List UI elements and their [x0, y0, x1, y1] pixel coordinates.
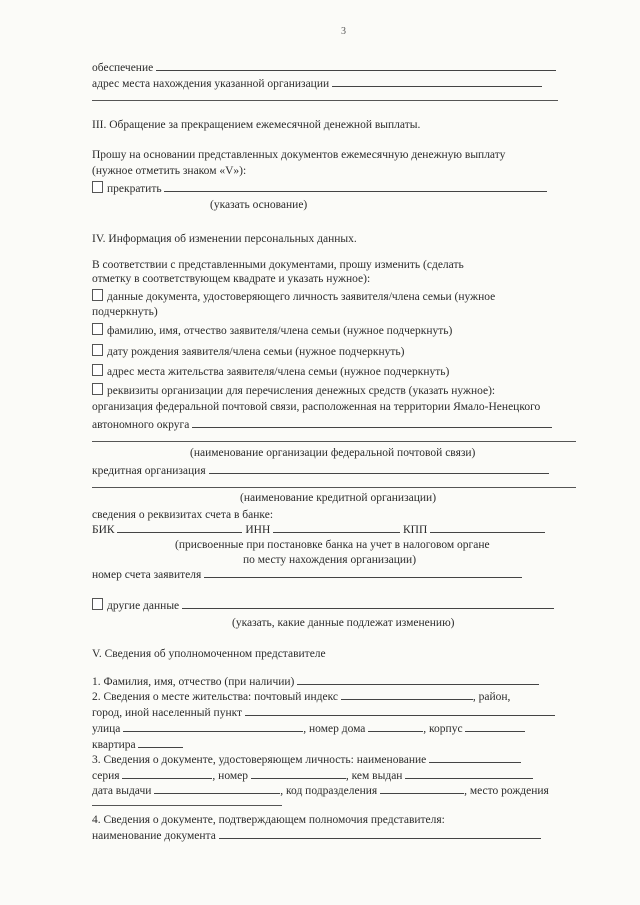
label-residence: адрес места жительства заявителя/члена семьи (нужное подчеркнуть) — [107, 366, 450, 378]
credit-org-fill[interactable] — [209, 463, 549, 474]
text-account-details: сведения о реквизитах счета в банке: — [92, 509, 274, 521]
text-authority-doc: 4. Сведения о документе, подтверждающем полномочия представителя: — [92, 814, 445, 826]
rep-name-fill[interactable] — [297, 674, 539, 685]
label-terminate: прекратить — [107, 183, 162, 195]
label-other-data: другие данные — [107, 600, 180, 612]
field-credit-org — [92, 463, 549, 478]
field-rep-name — [92, 674, 539, 689]
text-request-basis: Прошу на основании представленных документов ежемесячную денежную выплату — [92, 149, 506, 161]
option-residence — [92, 364, 449, 379]
label-credit-org: кредитная организация — [92, 465, 206, 477]
label-name: фамилию, имя, отчество заявителя/члена семьи (нужное подчеркнуть) — [107, 325, 453, 337]
hint-credit-org: (наименование кредитной организации) — [240, 492, 437, 504]
birthdate-checkbox[interactable] — [92, 344, 103, 356]
label-house: , номер дома — [303, 723, 366, 735]
hint-location: по месту нахождения организации) — [243, 554, 417, 566]
option-id-doc — [92, 289, 495, 304]
field-authority-doc-name — [92, 828, 541, 843]
row-series — [92, 768, 533, 783]
row-issue-date — [92, 783, 549, 798]
hint-postal-org: (наименование организации федеральной почтовой связи) — [190, 447, 476, 459]
label-account-number: номер счета заявителя — [92, 569, 202, 581]
street-fill[interactable] — [123, 721, 303, 732]
field-city — [92, 705, 555, 720]
field-postal-index — [92, 689, 510, 704]
account-number-fill[interactable] — [204, 567, 522, 578]
series-fill[interactable] — [122, 768, 212, 779]
section-3-title: III. Обращение за прекращением ежемесячной денежной выплаты. — [92, 119, 421, 131]
city-fill[interactable] — [245, 705, 555, 716]
inn-fill[interactable] — [273, 522, 400, 533]
authority-doc-fill[interactable] — [219, 828, 541, 839]
label-series: серия — [92, 770, 120, 782]
label-dept-code: , код подразделения — [280, 785, 378, 797]
option-birthdate — [92, 344, 404, 359]
residence-checkbox[interactable] — [92, 364, 103, 376]
label-postal-index: 2. Сведения о месте жительства: почтовый индекс — [92, 691, 338, 703]
row-street — [92, 721, 525, 736]
field-autonomous-okrug — [92, 417, 552, 432]
field-support — [92, 60, 556, 75]
text-change-intro: В соответствии с представленными документами, прошу изменить (сделать — [92, 259, 464, 271]
label-birth-place: , место рождения — [464, 785, 549, 797]
text-mark-note: (нужное отметить знаком «V»): — [92, 165, 247, 177]
hint-other-data: (указать, какие данные подлежат изменению) — [232, 617, 455, 629]
label-okrug: автономного округа — [92, 419, 190, 431]
bik-fill[interactable] — [117, 522, 242, 533]
label-city: город, иной населенный пункт — [92, 707, 243, 719]
field-id-doc-name — [92, 752, 521, 767]
option-terminate — [92, 181, 547, 196]
terminate-fill[interactable] — [164, 181, 547, 192]
dept-code-fill[interactable] — [380, 783, 464, 794]
field-apartment — [92, 737, 183, 752]
label-inn: ИНН — [245, 524, 271, 536]
building-fill[interactable] — [465, 721, 525, 732]
apartment-fill[interactable] — [138, 737, 183, 748]
requisites-checkbox[interactable] — [92, 383, 103, 395]
birth-place-fill[interactable] — [92, 805, 282, 806]
label-authority-doc-name: наименование документа — [92, 830, 216, 842]
credit-org-fill-2[interactable] — [92, 487, 576, 488]
label-rep-name: 1. Фамилия, имя, отчество (при наличии) — [92, 676, 295, 688]
support-fill[interactable] — [156, 60, 556, 71]
label-requisites: реквизиты организации для перечисления денежных средств (указать нужное): — [107, 385, 496, 397]
label-street: улица — [92, 723, 121, 735]
issue-date-fill[interactable] — [154, 783, 280, 794]
label-bik: БИК — [92, 524, 115, 536]
other-data-checkbox[interactable] — [92, 598, 103, 610]
house-fill[interactable] — [368, 721, 423, 732]
label-number: , номер — [212, 770, 248, 782]
label-support: обеспечение — [92, 62, 154, 74]
option-name — [92, 323, 452, 338]
terminate-checkbox[interactable] — [92, 181, 103, 193]
text-change-intro-2: отметку в соответствующем квадрате и указать нужное): — [92, 273, 371, 285]
label-kpp: КПП — [403, 524, 428, 536]
number-fill[interactable] — [251, 768, 346, 779]
issued-by-fill[interactable] — [405, 768, 533, 779]
section-5-title: V. Сведения об уполномоченном представителе — [92, 648, 326, 660]
option-requisites — [92, 383, 495, 398]
row-bank-codes — [92, 522, 545, 537]
org-address-fill[interactable] — [332, 76, 542, 87]
text-underline-note: подчеркнуть) — [92, 306, 158, 318]
hint-basis: (указать основание) — [210, 199, 308, 211]
label-district: , район, — [472, 691, 511, 703]
label-org-address: адрес места нахождения указанной организации — [92, 78, 330, 90]
label-building: , корпус — [423, 723, 463, 735]
label-issue-date: дата выдачи — [92, 785, 152, 797]
page-number: 3 — [341, 26, 346, 37]
option-other-data — [92, 598, 554, 613]
label-issued-by: , кем выдан — [345, 770, 403, 782]
label-birthdate: дату рождения заявителя/члена семьи (нужное подчеркнуть) — [107, 346, 405, 358]
label-id-doc-name: 3. Сведения о документе, удостоверяющем личность: наименование — [92, 754, 427, 766]
id-doc-checkbox[interactable] — [92, 289, 103, 301]
field-account-number — [92, 567, 522, 582]
postal-org-fill-2[interactable] — [92, 441, 576, 442]
label-apartment: квартира — [92, 739, 136, 751]
hint-tax-registration: (присвоенные при постановке банка на учет в налоговом органе — [175, 539, 490, 551]
text-postal-org: организация федеральной почтовой связи, расположенная на территории Ямало-Ненецкого — [92, 401, 541, 413]
id-doc-name-fill[interactable] — [429, 752, 521, 763]
kpp-fill[interactable] — [430, 522, 545, 533]
other-data-fill[interactable] — [182, 598, 554, 609]
postal-index-fill[interactable] — [341, 689, 473, 700]
name-checkbox[interactable] — [92, 323, 103, 335]
section-4-title: IV. Информация об изменении персональных данных. — [92, 233, 357, 245]
org-address-fill-2[interactable] — [92, 100, 558, 101]
field-org-address — [92, 76, 542, 91]
postal-org-fill[interactable] — [192, 417, 552, 428]
label-id-doc: данные документа, удостоверяющего личность заявителя/члена семьи (нужное — [107, 291, 496, 303]
